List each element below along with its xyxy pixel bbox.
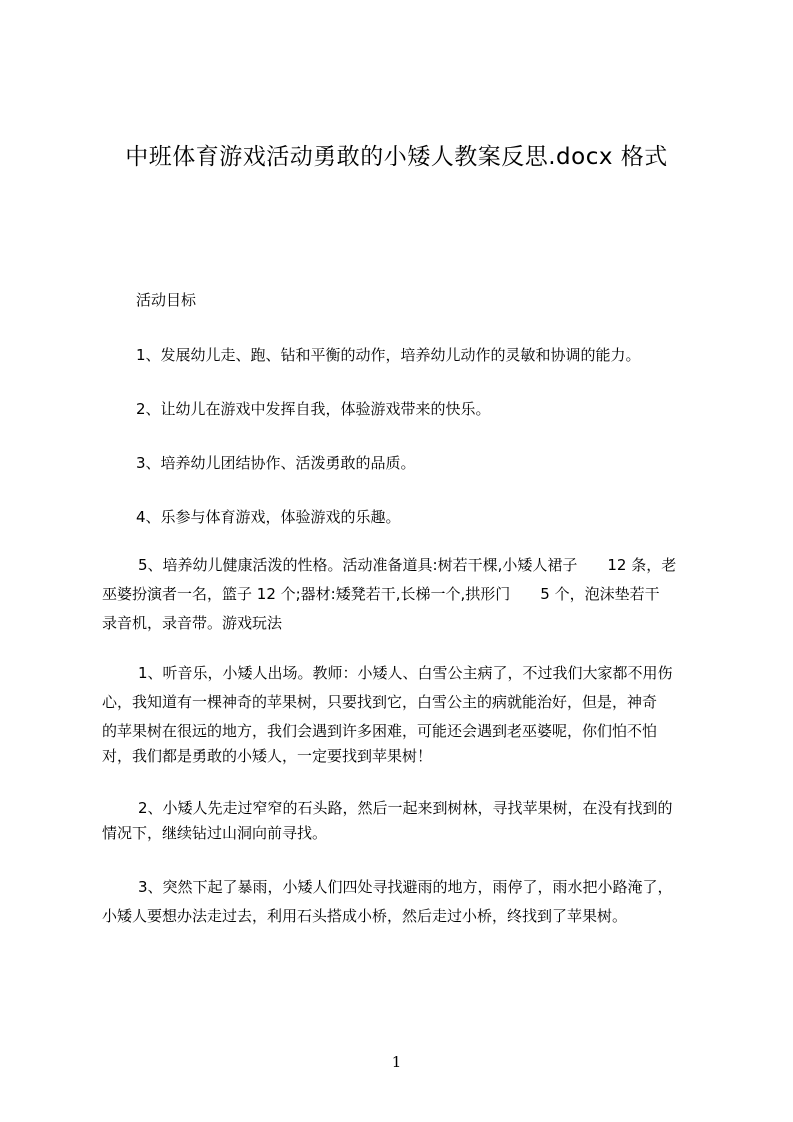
text-line: 3、突然下起了暴雨，小矮人们四处寻找避雨的地方，雨停了，雨水把小路淹了， xyxy=(138,878,673,896)
text-line: 巫婆扮演者一名，篮子 12 个;器材:矮凳若干,长梯一个,拱形门 5 个，泡沫垫若干 xyxy=(102,585,660,603)
text-line: 活动目标 xyxy=(136,291,197,309)
text-line: 2、小矮人先走过窄窄的石头路，然后一起来到树林，寻找苹果树，在没有找到的 xyxy=(138,799,673,817)
text-line: 1、听音乐，小矮人出场。教师：小矮人、白雪公主病了，不过我们大家都不用伤 xyxy=(138,664,673,682)
text-line: 心，我知道有一棵神奇的苹果树，只要找到它，白雪公主的病就能治好，但是，神奇 xyxy=(102,693,658,711)
text-line: 对，我们都是勇敢的小矮人，一定要找到苹果树！ xyxy=(102,747,433,765)
text-line: 2、让幼儿在游戏中发挥自我，体验游戏带来的快乐。 xyxy=(136,400,491,418)
text-line: 1、发展幼儿走、跑、钻和平衡的动作，培养幼儿动作的灵敏和协调的能力。 xyxy=(136,346,641,364)
text-line: 4、乐参与体育游戏，体验游戏的乐趣。 xyxy=(136,508,401,526)
text-line: 小矮人要想办法走过去，利用石头搭成小桥，然后走过小桥，终找到了苹果树。 xyxy=(102,907,628,925)
text-line: 录音机，录音带。游戏玩法 xyxy=(102,614,283,632)
document-title: 中班体育游戏活动勇敢的小矮人教案反思.docx 格式 xyxy=(125,144,668,170)
page-number: 1 xyxy=(391,1053,402,1071)
text-line: 情况下，继续钻过山洞向前寻找。 xyxy=(102,824,328,842)
text-line: 的苹果树在很远的地方，我们会遇到许多困难，可能还会遇到老巫婆呢，你们怕不怕 xyxy=(102,722,658,740)
text-line: 3、培养幼儿团结协作、活泼勇敢的品质。 xyxy=(136,454,416,472)
text-line: 5、培养幼儿健康活泼的性格。活动准备道具:树若干棵,小矮人裙子 12 条，老 xyxy=(138,556,677,574)
